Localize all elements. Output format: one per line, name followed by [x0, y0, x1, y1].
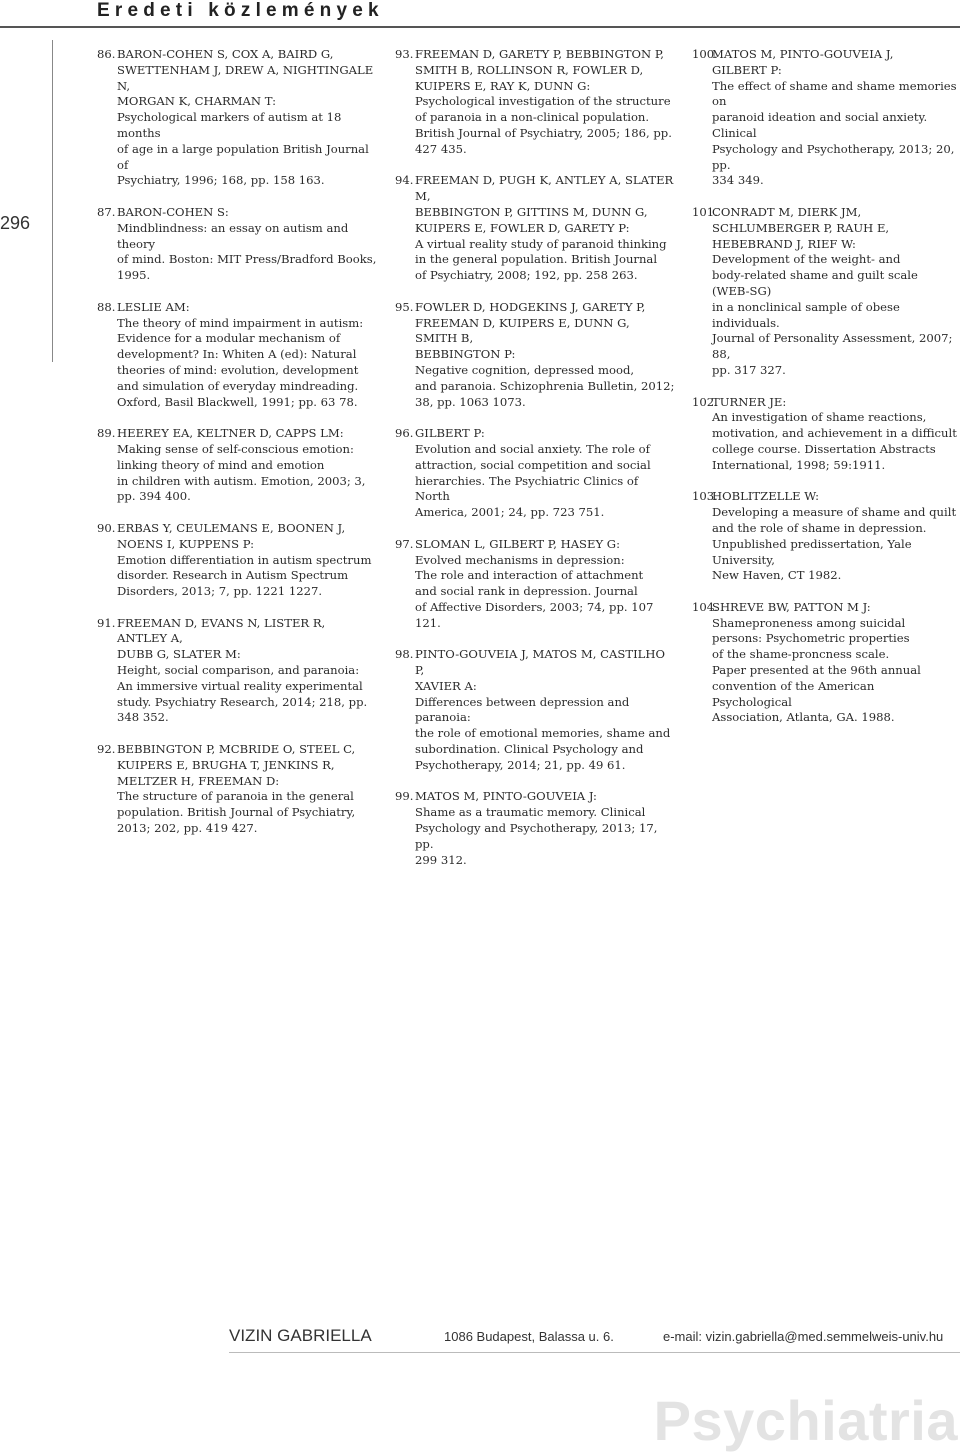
reference-text: Developing a measure of shame and quilt and the role of shame in depression. Unpublished predissertation, Yale University, New Haven, CT 1982.: [712, 505, 957, 583]
author-email: e-mail: vizin.gabriella@med.semmelweis-univ.hu: [663, 1329, 944, 1344]
reference-text: Making sense of self-conscious emotion: linking theory of mind and emotion in children with autism. Emotion, 2003; 3, pp. 394 400.: [117, 441, 366, 504]
reference-text: An investigation of shame reactions, motivation, and achievement in a difficult college course. Dissertation Abstracts International, 1998; 59:1911.: [712, 410, 957, 472]
references-column-3: [692, 47, 957, 742]
reference-item: [97, 205, 377, 284]
reference-number: 94.: [395, 173, 414, 188]
reference-item: [395, 426, 675, 521]
reference-number: 97.: [395, 536, 414, 551]
reference-number: 93.: [395, 47, 414, 61]
reference-item: [97, 521, 377, 600]
reference-item: [97, 300, 377, 411]
reference-text: Shame as a traumatic memory. Clinical Psychology and Psychotherapy, 2013; 17, pp. 299 312.: [415, 805, 658, 867]
reference-authors: LESLIE AM:: [117, 299, 190, 314]
reference-text: Shameproneness among suicidal persons: Psychometric properties of the shame-proncness scale. Paper presented at the 96th annual convention of the American Psychological Association, Atlanta, GA. 1988.: [712, 615, 921, 725]
journal-logo: Psychiatria: [653, 1389, 958, 1452]
reference-text: Differences between depression and paranoia: the role of emotional memories, shame and subordination. Clinical Psychology and Psychotherapy, 2014; 21, pp. 49 61.: [415, 694, 671, 772]
reference-authors: PINTO-GOUVEIA J, MATOS M, CASTILHO P, XAVIER A:: [415, 647, 665, 693]
reference-authors: MATOS M, PINTO-GOUVEIA J, GILBERT P:: [712, 47, 894, 77]
reference-item: [395, 789, 675, 868]
reference-authors: HEEREY EA, KELTNER D, CAPPS LM:: [117, 426, 344, 441]
reference-item: [97, 426, 377, 505]
header-divider: [0, 26, 960, 28]
references-column-1: [97, 47, 377, 853]
reference-number: 91.: [97, 615, 116, 630]
reference-text: Height, social comparison, and paranoia: An immersive virtual reality experimental study. Psychiatry Research, 2014; 218, pp. 348 352.: [117, 663, 368, 725]
reference-authors: FREEMAN D, PUGH K, ANTLEY A, SLATER M, BEBBINGTON P, GITTINS M, DUNN G, KUIPERS E, FOWLER D, GARETY P:: [415, 173, 674, 235]
reference-number: 98.: [395, 647, 414, 662]
reference-item: [692, 489, 957, 584]
reference-authors: CONRADT M, DIERK JM, SCHLUMBERGER P, RAUH E, HEBEBRAND J, RIEF W:: [712, 204, 890, 251]
reference-item: [395, 300, 675, 411]
reference-text: The theory of mind impairment in autism: Evidence for a modular mechanism of development? In: Whiten A (ed): Natural theories of mind: evolution, development and simulation of everyday mindreading. Oxford, Basil Blackwell, 1991; pp. 63 78.: [117, 315, 364, 409]
reference-item: [395, 173, 675, 284]
reference-authors: ERBAS Y, CEULEMANS E, BOONEN J, NOENS I, KUPPENS P:: [117, 520, 346, 551]
reference-text: Evolution and social anxiety. The role of attraction, social competition and social hierarchies. The Psychiatric Clinics of North America, 2001; 24, pp. 723 751.: [415, 441, 651, 520]
reference-text: Emotion differentiation in autism spectrum disorder. Research in Autism Spectrum Disorders, 2013; 7, pp. 1221 1227.: [117, 552, 372, 599]
reference-number: 100.: [692, 47, 718, 61]
reference-authors: BARON-COHEN S:: [117, 204, 229, 219]
reference-item: [395, 47, 675, 158]
reference-authors: FREEMAN D, EVANS N, LISTER R, ANTLEY A, DUBB G, SLATER M:: [117, 615, 326, 662]
reference-authors: SHREVE BW, PATTON M J:: [712, 599, 871, 614]
reference-text: A virtual reality study of paranoid thinking in the general population. British Journal of Psychiatry, 2008; 192, pp. 258 263.: [415, 236, 667, 283]
reference-number: 104.: [692, 599, 718, 614]
margin-divider: [52, 40, 53, 362]
reference-number: 95.: [395, 299, 414, 314]
reference-number: 99.: [395, 789, 414, 804]
reference-authors: SLOMAN L, GILBERT P, HASEY G:: [415, 536, 620, 551]
reference-item: [692, 600, 957, 726]
reference-text: The effect of shame and shame memories on paranoid ideation and social anxiety. Clinical Psychology and Psychotherapy, 2013; 20, pp. 334 349.: [712, 78, 957, 188]
reference-number: 102.: [692, 394, 718, 409]
reference-text: Psychological markers of autism at 18 months of age in a large population British Journal of Psychiatry, 1996; 168, pp. 158 163.: [117, 110, 369, 188]
reference-authors: TURNER JE:: [712, 394, 787, 409]
reference-text: Evolved mechanisms in depression: The role and interaction of attachment and social rank in depression. Journal of Affective Disorders, 2003; 74, pp. 107 121.: [415, 552, 654, 630]
reference-number: 96.: [395, 426, 414, 441]
section-title: Eredeti közlemények: [97, 0, 384, 21]
reference-authors: GILBERT P:: [415, 426, 485, 441]
reference-authors: MATOS M, PINTO-GOUVEIA J:: [415, 789, 597, 804]
reference-item: [97, 47, 377, 189]
reference-number: 92.: [97, 742, 116, 757]
reference-item: [692, 47, 957, 189]
reference-item: [395, 537, 675, 632]
reference-authors: FOWLER D, HODGEKINS J, GARETY P, FREEMAN D, KUIPERS E, DUNN G, SMITH B, BEBBINGTON P:: [415, 299, 646, 362]
reference-number: 103.: [692, 489, 718, 504]
reference-number: 101.: [692, 204, 718, 219]
reference-number: 86.: [97, 47, 116, 61]
reference-item: [692, 395, 957, 474]
reference-text: Psychological investigation of the structure of paranoia in a non-clinical population. British Journal of Psychiatry, 2005; 186, pp. 427 435.: [415, 94, 672, 156]
reference-number: 88.: [97, 299, 116, 314]
reference-text: Negative cognition, depressed mood, and paranoia. Schizophrenia Bulletin, 2012; 38, pp. 1063 1073.: [415, 362, 675, 409]
reference-authors: HOBLITZELLE W:: [712, 489, 820, 504]
reference-authors: FREEMAN D, GARETY P, BEBBINGTON P, SMITH B, ROLLINSON R, FOWLER D, KUIPERS E, RAY K, DUNN G:: [415, 47, 664, 93]
author-name: VIZIN GABRIELLA: [229, 1326, 372, 1345]
reference-text: The structure of paranoia in the general population. British Journal of Psychiatry, 2013; 202, pp. 419 427.: [117, 789, 356, 836]
reference-authors: BEBBINGTON P, MCBRIDE O, STEEL C, KUIPERS E, BRUGHA T, JENKINS R, MELTZER H, FREEMAN D:: [117, 742, 356, 788]
page-number: 296: [0, 213, 31, 233]
reference-item: [692, 205, 957, 379]
reference-authors: BARON-COHEN S, COX A, BAIRD G, SWETTENHAM J, DREW A, NIGHTINGALE N, MORGAN K, CHARMAN T:: [117, 47, 374, 109]
reference-item: [97, 616, 377, 727]
reference-text: Development of the weight- and body-related shame and guilt scale (WEB-SG) in a nonclinical sample of obese individuals. Journal of Personality Assessment, 2007; 88, pp. 317 327.: [712, 252, 953, 377]
reference-number: 90.: [97, 520, 116, 535]
references-column-2: [395, 47, 675, 884]
footer-divider: [229, 1352, 960, 1353]
reference-item: [97, 742, 377, 837]
reference-number: 89.: [97, 426, 116, 441]
reference-number: 87.: [97, 204, 116, 219]
reference-text: Mindblindness: an essay on autism and theory of mind. Boston: MIT Press/Bradford Books, 1995.: [117, 220, 377, 283]
reference-item: [395, 647, 675, 773]
author-address: 1086 Budapest, Balassa u. 6.: [444, 1329, 614, 1344]
